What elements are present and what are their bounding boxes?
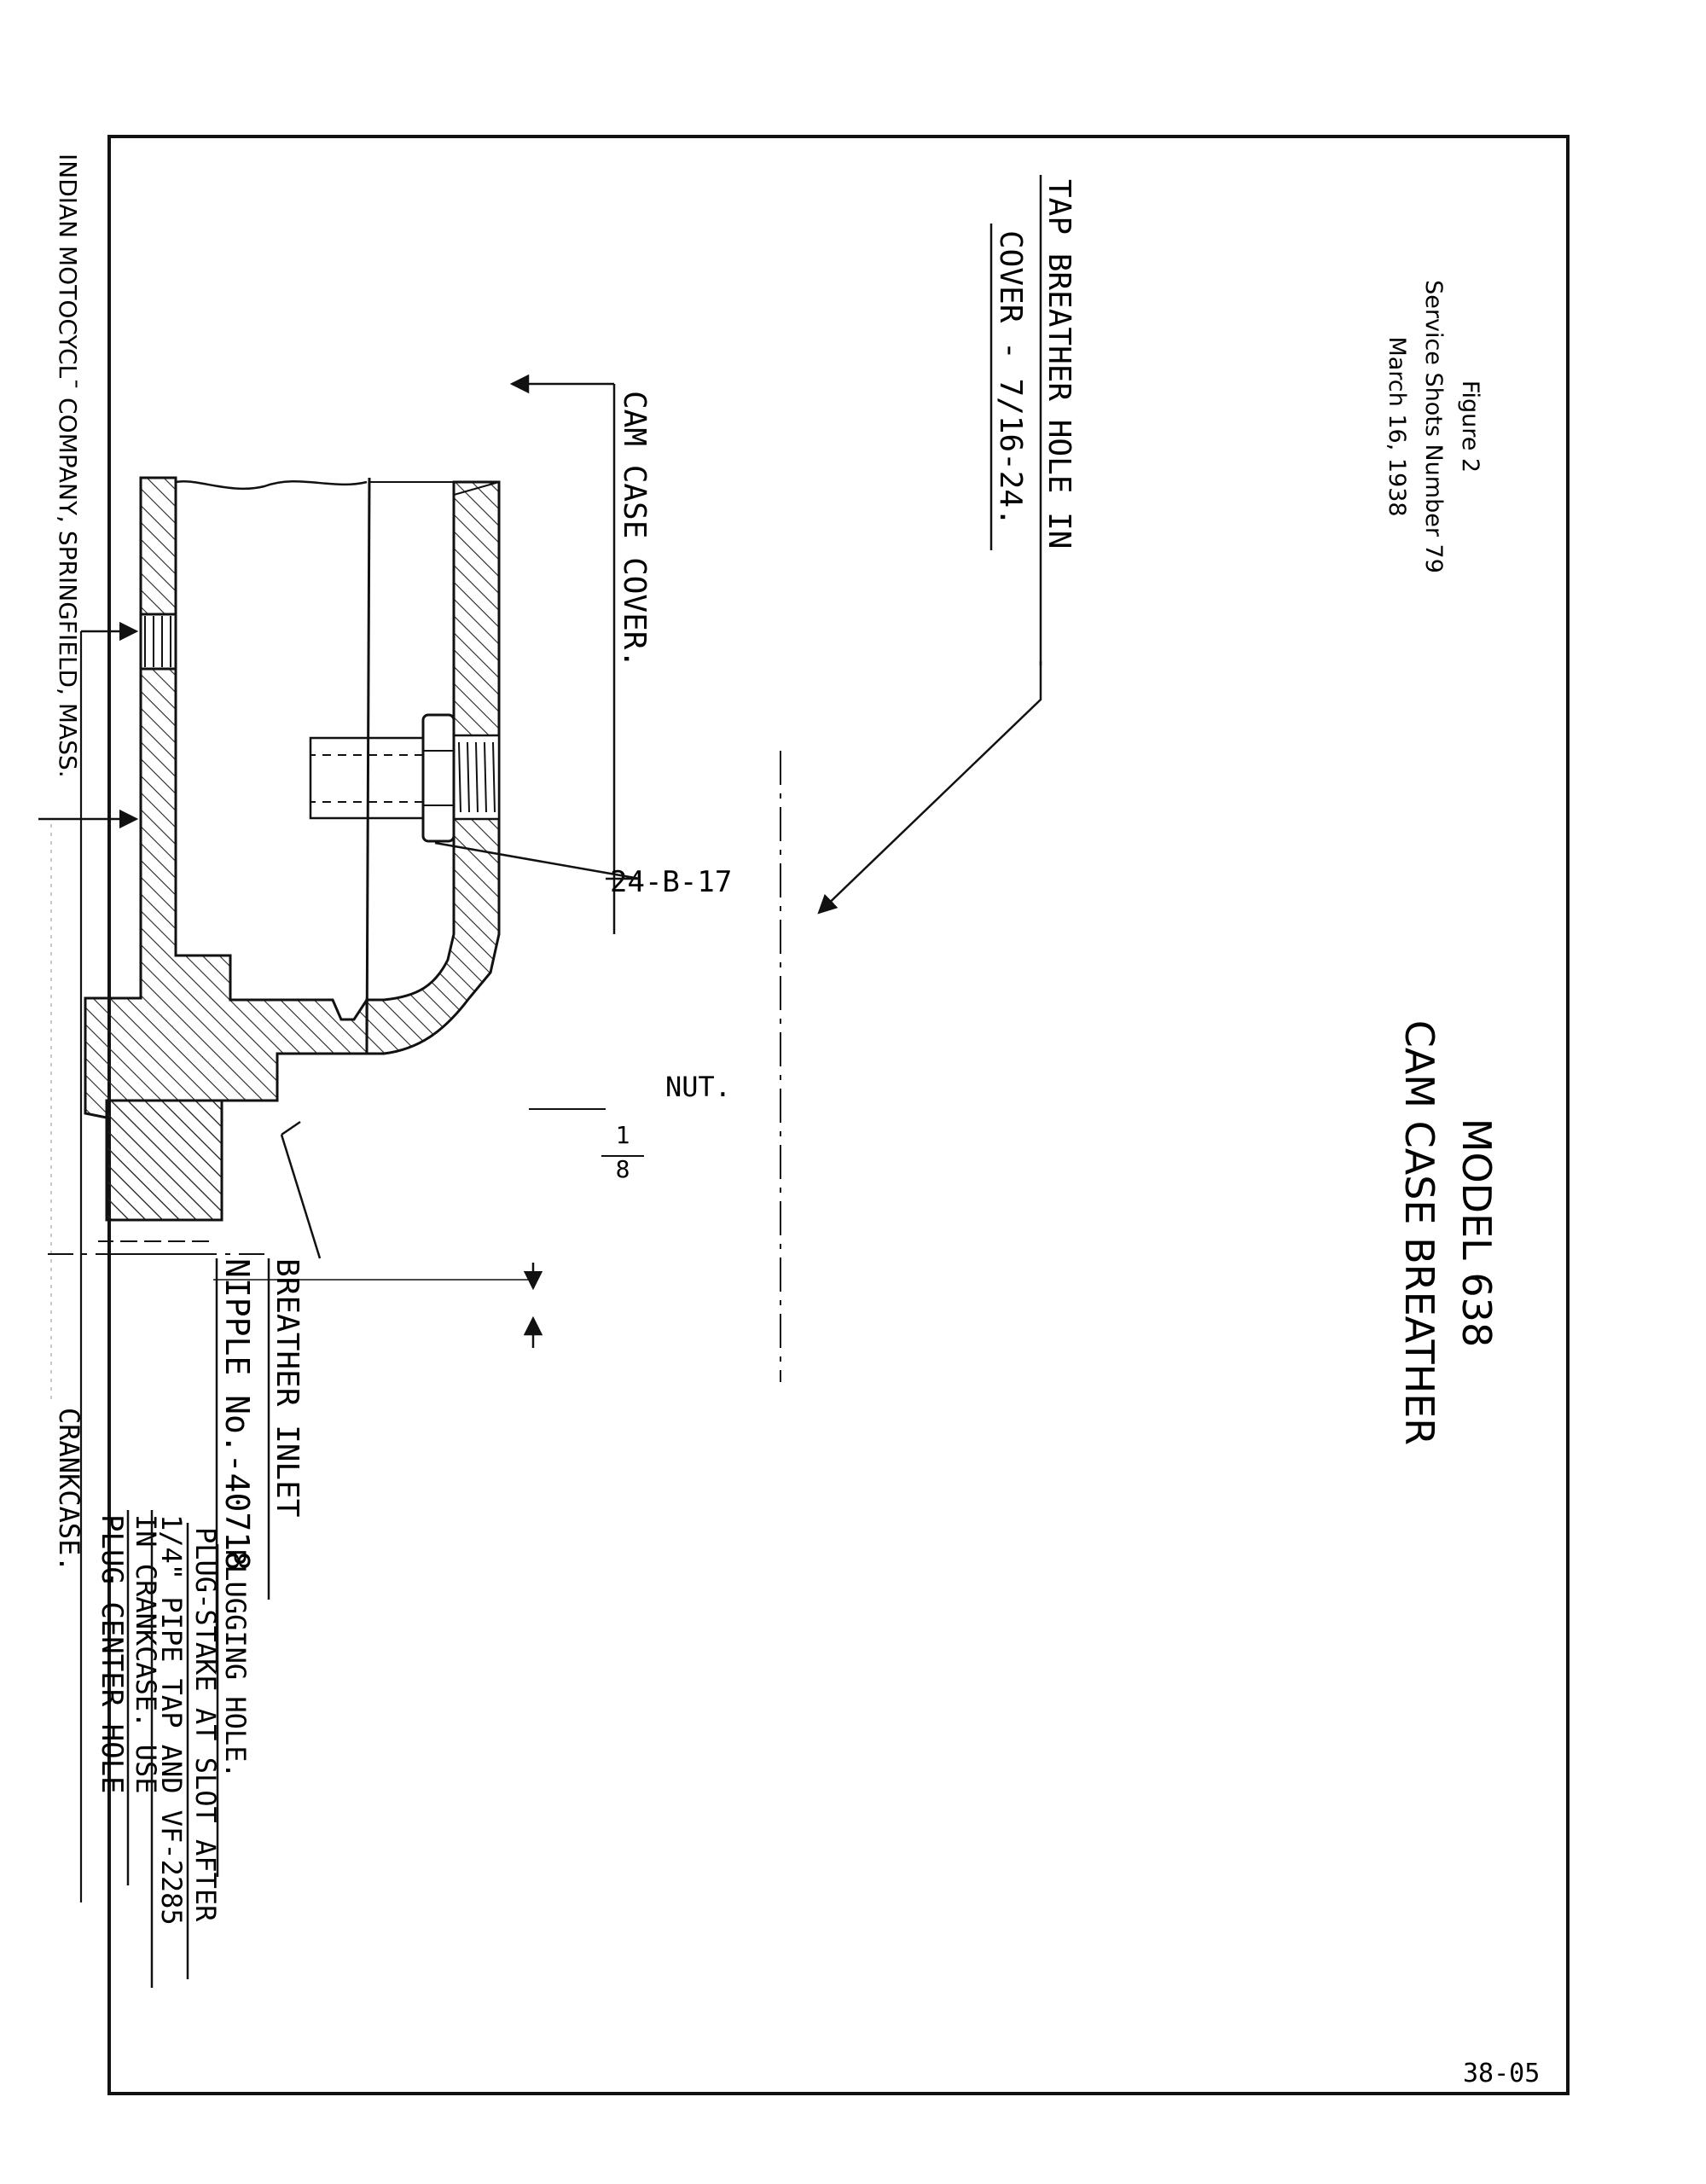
breather-nut — [423, 715, 454, 841]
label-plug-1: PLUG CENTER HOLE — [95, 1514, 129, 1794]
label-tap-hole-2: COVER - 7/16-24. — [993, 230, 1028, 526]
title-subject: CAM CASE BREATHER — [1396, 1019, 1442, 1446]
breather-leader-2 — [281, 1122, 300, 1135]
figure-number: Figure 2 — [1457, 380, 1483, 473]
label-breather-2: NIPPLE No.-40718 — [218, 1258, 256, 1571]
rotated-drawing — [38, 154, 1500, 1988]
label-tap-hole-1: TAP BREATHER HOLE IN — [1042, 179, 1076, 549]
service-shots-number: Service Shots Number 79 — [1420, 280, 1447, 573]
label-nut-frac-den: 8 — [615, 1155, 630, 1183]
company-footer: INDIAN MOTOCYCLˉ COMPANY, SPRINGFIELD, MASS. — [54, 154, 82, 778]
label-plug-5: PLUGGING HOLE. — [219, 1548, 252, 1779]
label-nut-part: 24-B-17 — [610, 865, 733, 899]
label-crankcase: CRANKCASE. — [53, 1408, 85, 1572]
label-plug-3: 1/4" PIPE TAP AND VF-2285 — [155, 1514, 188, 1926]
parting-line — [367, 478, 369, 1054]
title-model: MODEL 638 — [1454, 1118, 1500, 1348]
breather-leader — [281, 1135, 320, 1258]
page-code: 38-05 — [1463, 2059, 1541, 2088]
housing-left-break — [176, 481, 367, 489]
label-plug-2: IN CRANKCASE. USE — [130, 1514, 162, 1794]
label-nut-frac-num: 1 — [615, 1121, 630, 1149]
page-border — [109, 136, 1568, 2094]
label-breather-1: BREATHER INLET — [270, 1258, 305, 1518]
label-nut: NUT. — [665, 1071, 732, 1103]
label-cam-case-cover: CAM CASE COVER. — [617, 391, 652, 669]
crankcase-flange — [107, 1101, 222, 1220]
issue-date: March 16, 1938 — [1384, 336, 1410, 517]
tap-hole-leader — [819, 661, 1041, 913]
label-plug-4: PLUG-STAKE AT SLOT AFTER — [189, 1527, 222, 1922]
